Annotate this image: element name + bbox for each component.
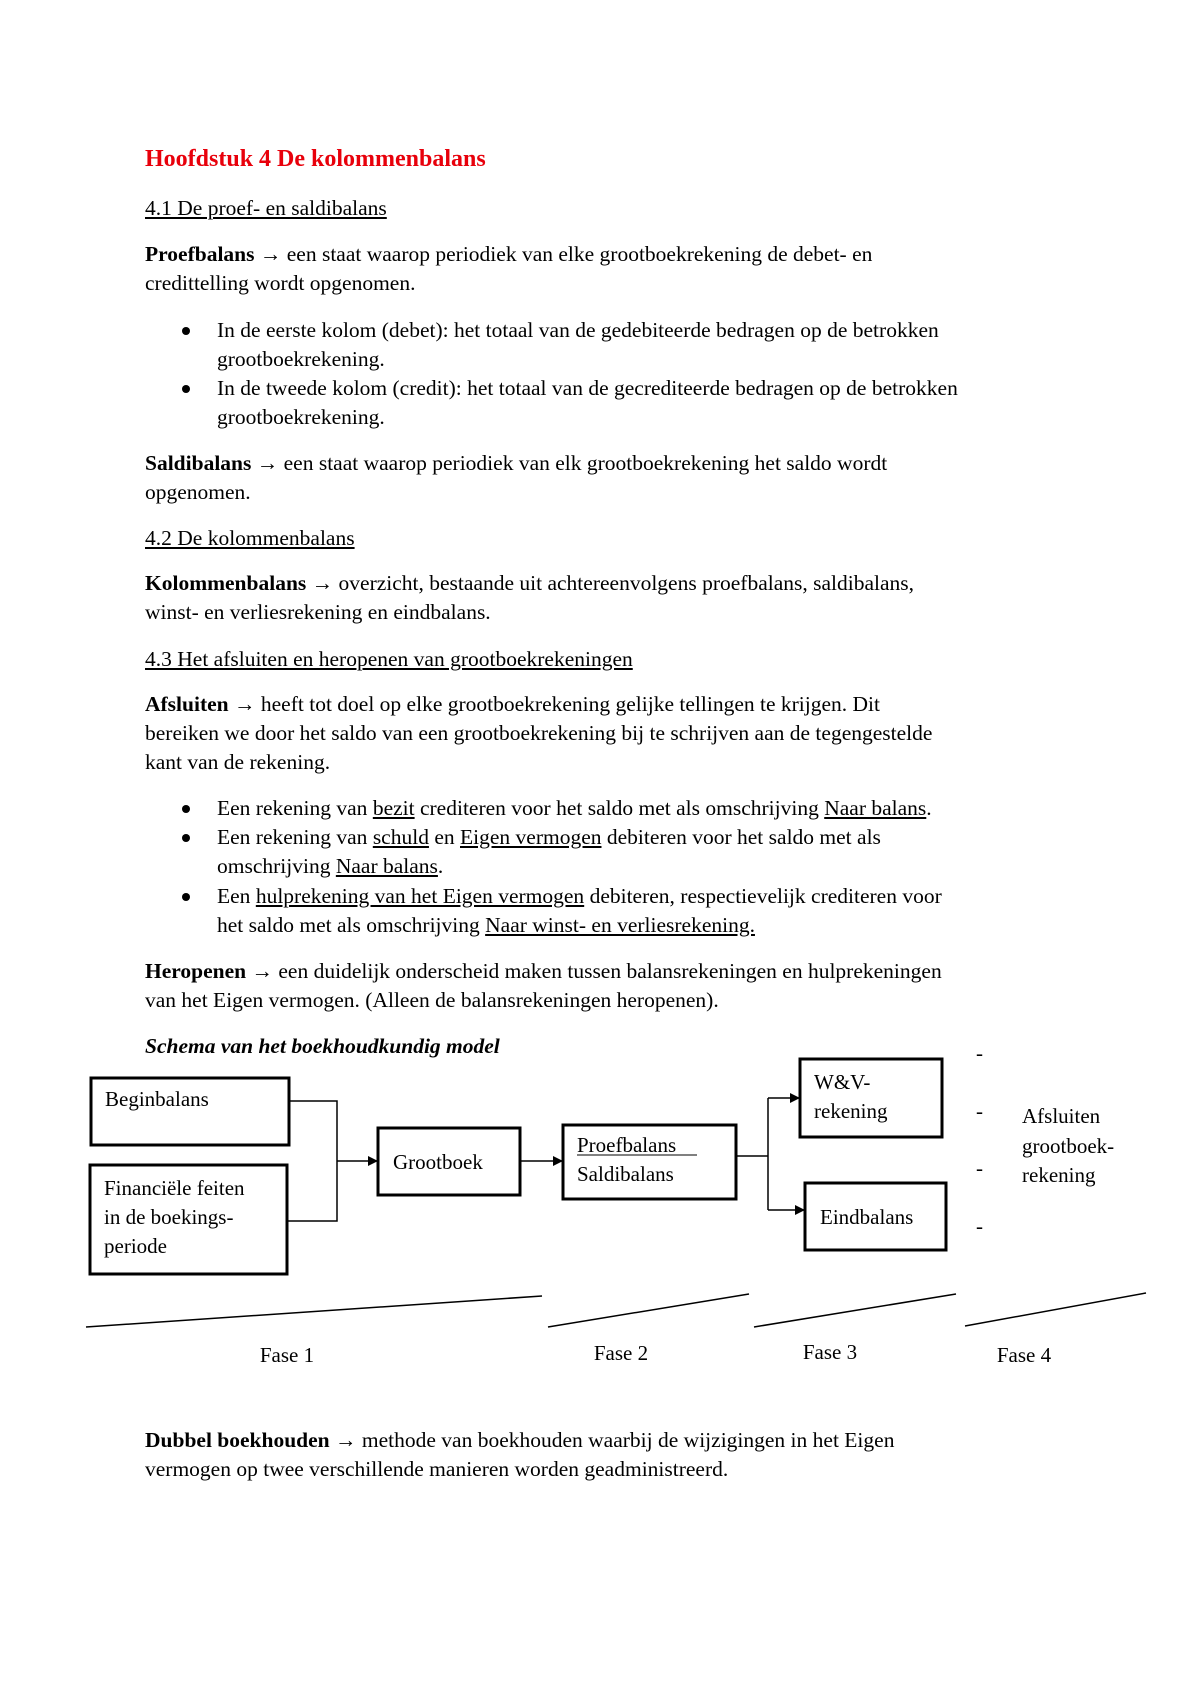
- text-run: vermogen op twee verschillende manieren worden geadministreerd.: [145, 1457, 729, 1481]
- text-run: credittelling wordt opgenomen.: [145, 271, 416, 295]
- label-wv-2: rekening: [814, 1099, 888, 1123]
- bold-term: →: [228, 692, 261, 716]
- label-saldibalans: Saldibalans: [577, 1162, 674, 1186]
- bold-term: Proefbalans: [145, 242, 255, 266]
- text-run: debiteren voor het saldo met als: [601, 825, 881, 849]
- text-run: .: [926, 796, 932, 820]
- underlined-term: bezit: [372, 796, 415, 820]
- text-run: In de eerste kolom (debet): het totaal van de gedebiteerde bedragen op de betrokken: [217, 318, 939, 342]
- text-run: heeft tot doel op elke grootboekrekening gelijke tellingen te krijgen. Dit: [260, 692, 881, 716]
- text-run: grootboekrekening.: [217, 347, 385, 371]
- label-financiele-2: in de boekings-: [104, 1205, 234, 1229]
- label-fase-1: Fase 1: [259, 1343, 315, 1367]
- underlined-term: 4.1 De proef- en saldibalans: [145, 196, 387, 220]
- dash-2: -: [976, 1099, 983, 1123]
- bold-term: Dubbel boekhouden: [145, 1428, 330, 1452]
- text-run: en: [428, 825, 460, 849]
- bold-term: Saldibalans: [145, 451, 252, 475]
- label-fase-2: Fase 2: [593, 1341, 649, 1365]
- bold-term: →: [251, 451, 284, 475]
- text-run: crediteren voor het saldo met als omschrijving: [414, 796, 825, 820]
- text-run: kant van de rekening.: [145, 750, 331, 774]
- underlined-term: Naar balans: [335, 854, 438, 878]
- text-run: opgenomen.: [145, 480, 251, 504]
- chapter-title: Hoofdstuk 4 De kolommenbalans: [145, 146, 486, 172]
- text-run: het saldo met als omschrijving: [217, 913, 486, 937]
- text-run: debiteren, respectievelijk crediteren voor: [584, 884, 942, 908]
- text-run: overzicht, bestaande uit achtereenvolgens proefbalans, saldibalans,: [338, 571, 915, 595]
- label-financiele-1: Financiële feiten: [104, 1176, 245, 1200]
- label-beginbalans: Beginbalans: [105, 1087, 209, 1111]
- text-run: Een: [217, 884, 256, 908]
- label-financiele-3: periode: [104, 1234, 167, 1258]
- text-run: In de tweede kolom (credit): het totaal van de gecrediteerde bedragen op de betrokken: [217, 376, 958, 400]
- underlined-term: Eigen vermogen: [460, 825, 602, 849]
- text-run: bereiken we door het saldo van een grootboekrekening bij te schrijven aan de tegengestelde: [145, 721, 933, 745]
- text-run: Een rekening van: [217, 825, 373, 849]
- dash-4: -: [976, 1214, 983, 1238]
- underlined-term: 4.3 Het afsluiten en heropenen van grootboekrekeningen: [145, 647, 633, 671]
- text-run: een staat waarop periodiek van elk grootboekrekening het saldo wordt: [283, 451, 888, 475]
- label-fase-4: Fase 4: [996, 1343, 1052, 1367]
- text-run: grootboekrekening.: [217, 405, 385, 429]
- bold-term: →: [329, 1428, 362, 1452]
- text-run: van het Eigen vermogen. (Alleen de balansrekeningen heropenen).: [145, 988, 719, 1012]
- connector-merge: [287, 1101, 337, 1221]
- label-proefbalans: Proefbalans: [577, 1133, 677, 1157]
- text-run: .: [437, 854, 444, 878]
- text-run: methode van boekhouden waarbij de wijzigingen in het Eigen: [361, 1428, 895, 1452]
- phase-line-1: [86, 1296, 542, 1327]
- dash-3: -: [976, 1156, 983, 1180]
- bold-term: Schema van het boekhoudkundig model: [145, 1034, 500, 1058]
- underlined-term: 4.2 De kolommenbalans: [145, 526, 355, 550]
- text-run: omschrijving: [217, 854, 336, 878]
- underlined-term: Naar balans: [824, 796, 927, 820]
- label-afsluiten-1: Afsluiten: [1022, 1104, 1101, 1128]
- bold-term: Kolommenbalans: [145, 571, 307, 595]
- text-run: een staat waarop periodiek van elke grootboekrekening de debet- en: [286, 242, 873, 266]
- underlined-term: Naar winst- en verliesrekening.: [485, 913, 755, 937]
- bold-term: →: [254, 242, 287, 266]
- label-grootboek: Grootboek: [393, 1150, 483, 1174]
- underlined-term: hulprekening van het Eigen vermogen: [255, 884, 585, 908]
- label-afsluiten-2: grootboek-: [1022, 1134, 1115, 1158]
- dash-1: -: [976, 1041, 983, 1065]
- label-afsluiten-3: rekening: [1022, 1163, 1096, 1187]
- phase-line-2: [548, 1294, 749, 1327]
- phase-line-3: [754, 1294, 956, 1327]
- text-run: een duidelijk onderscheid maken tussen balansrekeningen en hulprekeningen: [278, 959, 942, 983]
- label-fase-3: Fase 3: [802, 1340, 858, 1364]
- bold-term: →: [306, 571, 339, 595]
- label-wv-1: W&V-: [814, 1070, 871, 1094]
- bold-term: Afsluiten: [145, 692, 229, 716]
- label-eindbalans: Eindbalans: [820, 1205, 914, 1229]
- text-run: winst- en verliesrekening en eindbalans.: [145, 600, 491, 624]
- bold-term: →: [246, 959, 279, 983]
- underlined-term: schuld: [372, 825, 429, 849]
- text-run: Een rekening van: [217, 796, 373, 820]
- phase-line-4: [965, 1293, 1146, 1326]
- bold-term: Heropenen: [145, 959, 247, 983]
